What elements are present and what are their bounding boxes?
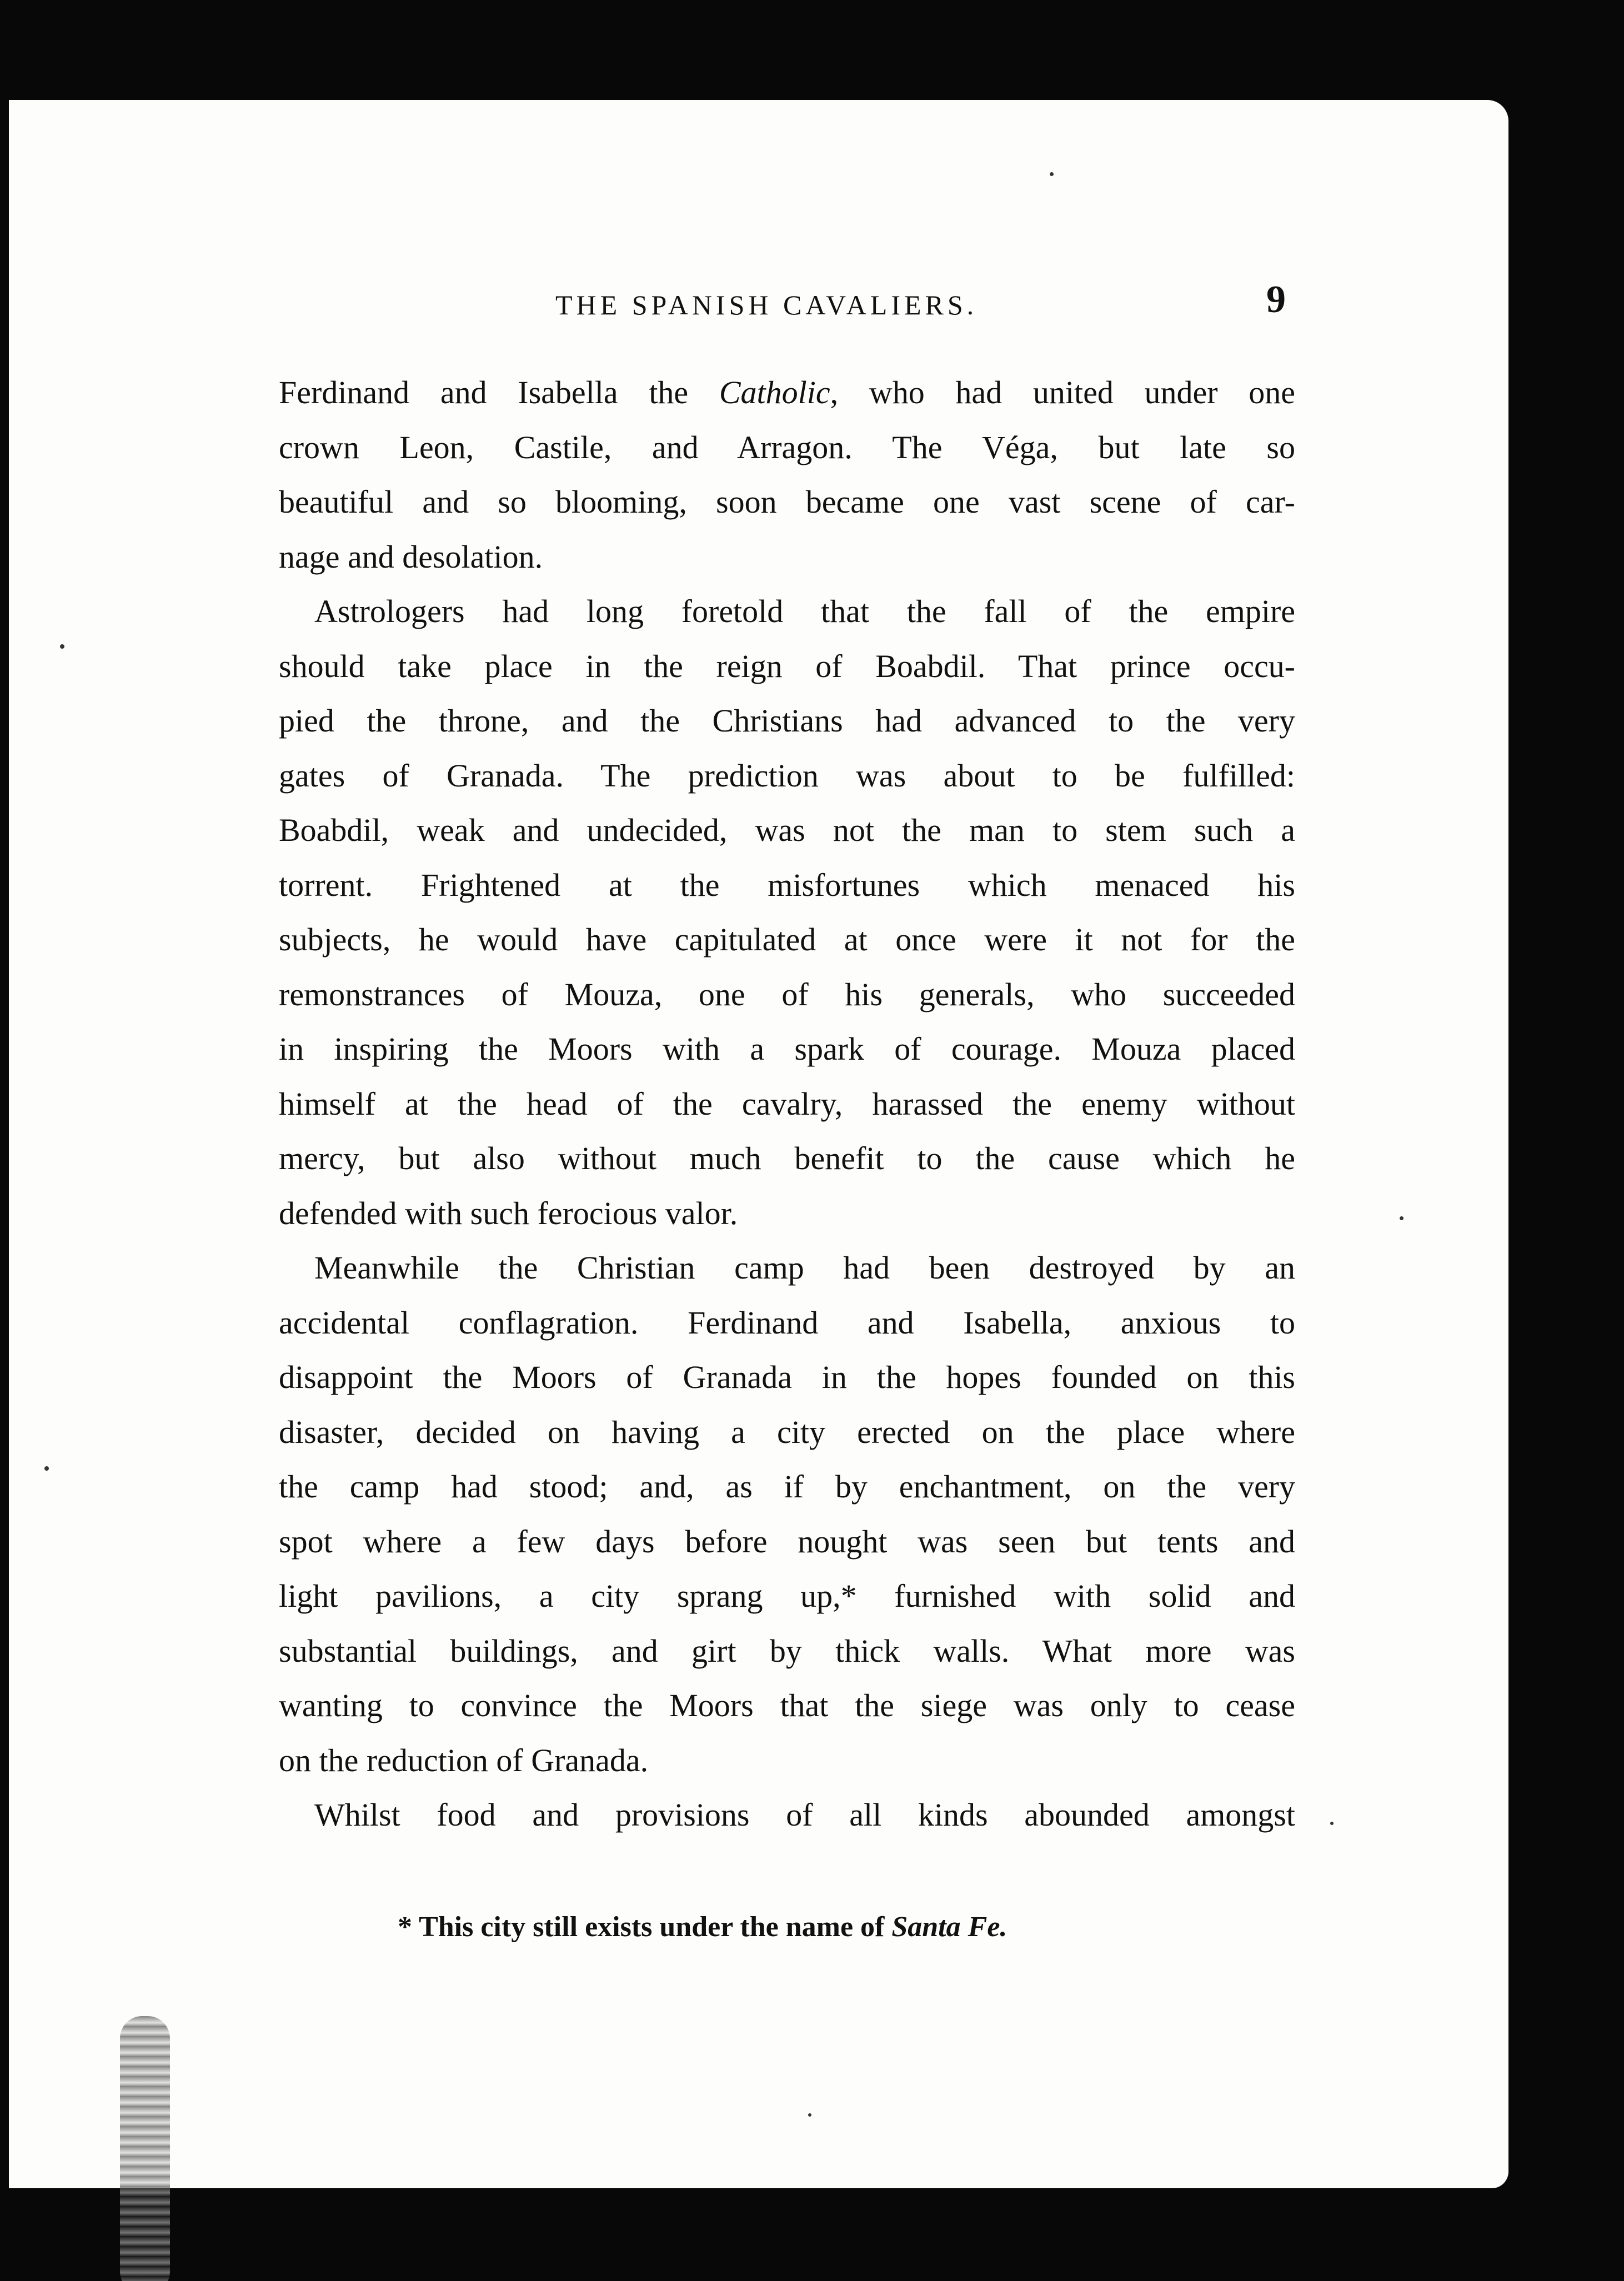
text-line: himself at the head of the cavalry, harassed the enemy without [279,1085,1295,1122]
text-line: torrent. Frightened at the misfortunes which menaced his [279,866,1295,903]
text-line: Meanwhile the Christian camp had been destroyed by an [314,1250,1295,1286]
scan-speck [44,1466,49,1471]
text-line: the camp had stood; and, as if by enchantment, on the very [279,1468,1295,1505]
body-text [279,365,1295,1843]
text-line: gates of Granada. The prediction was about to be fulfilled: [279,757,1295,794]
scan-speck [60,644,64,649]
page-binding-edge [120,2016,170,2281]
running-head: THE SPANISH CAVALIERS. [555,289,978,320]
text-line: on the reduction of Granada. [279,1742,649,1778]
text-line: light pavilions, a city sprang up,* furnished with solid and [279,1578,1295,1614]
text-line: Astrologers had long foretold that the fall of the empire [314,593,1295,629]
text-line: should take place in the reign of Boabdil. That prince occu- [279,648,1295,684]
text-line: pied the throne, and the Christians had advanced to the very [279,703,1295,739]
text-line: nage and desolation. [279,538,543,575]
text-line: beautiful and so blooming, soon became one vast scene of car- [279,484,1295,520]
footnote-text: This city still exists under the name of [419,1911,885,1943]
page-number: 9 [1266,278,1286,321]
text-line: substantial buildings, and girt by thick walls. What more was [279,1632,1295,1669]
text-line: Boabdil, weak and undecided, was not the man to stem such a [279,812,1295,848]
text-line: Ferdinand and Isabella the Catholic, who had united under one [279,374,1295,410]
text-line: disaster, decided on having a city erected on the place where [279,1413,1295,1450]
text-line: subjects, he would have capitulated at once were it not for the [279,921,1295,957]
footnote [398,1911,1286,1943]
text-line: crown Leon, Castile, and Arragon. The Véga, but late so [279,429,1295,465]
text-line: wanting to convince the Moors that the siege was only to cease [279,1687,1295,1723]
text-line: mercy, but also without much benefit to the cause which he [279,1140,1295,1176]
scan-speck [1400,1216,1404,1220]
footnote-marker: * [398,1911,412,1943]
scan-speck [1330,1822,1334,1825]
footnote-place-name: Santa Fe. [891,1911,1008,1943]
text-line: Whilst food and provisions of all kinds abounded amongst [314,1797,1295,1833]
text-line: remonstrances of Mouza, one of his generals, who succeeded [279,976,1295,1012]
text-line: accidental conflagration. Ferdinand and Isabella, anxious to [279,1304,1295,1341]
scan-speck [1050,172,1054,176]
text-line: disappoint the Moors of Granada in the hopes founded on this [279,1359,1295,1395]
text-line: spot where a few days before nought was seen but tents and [279,1523,1295,1560]
text-line: in inspiring the Moors with a spark of courage. Mouza placed [279,1031,1295,1067]
text-line: defended with such ferocious valor. [279,1195,738,1231]
scan-speck [808,2113,811,2117]
italic-word: Catholic [719,374,830,410]
